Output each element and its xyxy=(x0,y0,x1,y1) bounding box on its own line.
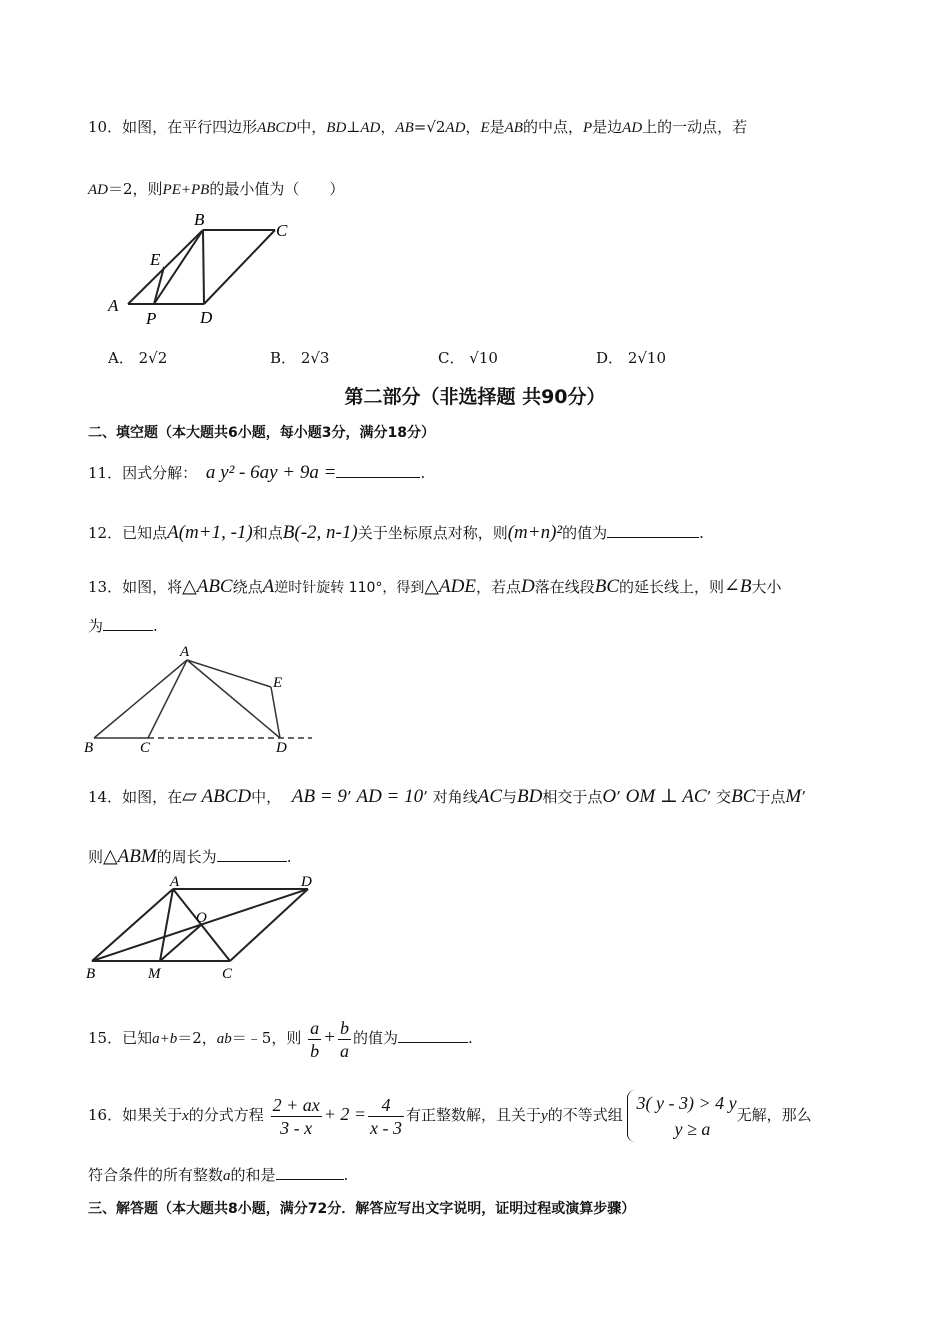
q10-edge-cd xyxy=(204,230,275,304)
q14-label-m: M xyxy=(148,966,161,982)
q13-edge-ed xyxy=(271,687,280,738)
q15-answer-blank[interactable] xyxy=(398,1028,468,1043)
q16-fraction-2: $\frac{4}{x - 3}$ xyxy=(370,1094,402,1138)
q13-edge-ae xyxy=(187,660,271,687)
q12-answer-blank[interactable] xyxy=(607,523,699,538)
q16-inequality-system: 3( y - 3) > 4 y y ≥ a xyxy=(627,1090,736,1142)
q14-label-b: B xyxy=(86,966,96,982)
part2-title: 第二部分（非选择题 共90分） xyxy=(344,386,606,408)
q11-answer-blank[interactable] xyxy=(336,463,420,478)
q10-label-p: P xyxy=(146,309,157,328)
section3-heading: 三、解答题（本大题共8小题，满分72分．解答应写出文字说明，证明过程或演算步骤） xyxy=(88,1201,636,1217)
q16-line2: 符合条件的所有整数a的和是 . xyxy=(88,1166,349,1184)
q14-label-c: C xyxy=(222,966,233,982)
q10-label-d: D xyxy=(200,308,213,327)
q15-fraction-b-over-a: $\frac{b}{a}$ xyxy=(339,1017,349,1061)
q13-figure xyxy=(80,640,320,758)
section2-heading: 二、填空题（本大题共6小题，每小题3分，满分18分） xyxy=(88,425,435,441)
q14-edge-ba xyxy=(92,889,173,961)
q10-option-b[interactable]: B． 2√3 xyxy=(270,349,330,367)
q13-label-d: D xyxy=(276,740,287,756)
q10-label-a: A xyxy=(108,296,119,315)
q14-label-o: O xyxy=(196,910,207,926)
q14-label-a: A xyxy=(170,875,180,890)
q13-label-c: C xyxy=(140,740,151,756)
q16-line1: 16．如果关于x的分式方程 $\frac{2 + ax}{3 - x}$ + 2 = $\frac{4}{x - 3}$ 有正整数解，且关于y的不等式组 3( y - 3) > 4 y y ≥ a 无解，那么 xyxy=(88,1088,812,1142)
q10-option-a[interactable]: A． 2√2 xyxy=(108,349,168,367)
q10-edge-ab xyxy=(128,230,203,304)
q13-answer-blank[interactable] xyxy=(103,616,153,631)
q14-figure xyxy=(80,875,320,983)
q14-label-d: D xyxy=(301,875,312,890)
q15: 15．已知a+b＝2，ab＝﹣5，则 $\frac{a}{b}$ + $\frac{b}{a}$ 的值为 . xyxy=(88,1017,473,1061)
q15-fraction-a-over-b: $\frac{a}{b}$ xyxy=(310,1017,320,1061)
q13-label-e: E xyxy=(273,675,283,691)
q13-label-a: A xyxy=(180,644,190,660)
q10-figure xyxy=(100,205,300,330)
q10-option-c[interactable]: C． √10 xyxy=(438,349,498,367)
q10-option-d[interactable]: D． 2√10 xyxy=(596,349,667,367)
q10-edge-pb xyxy=(154,230,203,304)
q13-line2: 为 . xyxy=(88,617,158,635)
q13-edge-ac xyxy=(148,660,187,738)
q13-line1: 13．如图，将△ABC绕点A逆时针旋转 110°，得到△ADE，若点D落在线段BC的延长线上，则∠B大小 xyxy=(88,576,782,597)
q10-line1: 10．如图，在平行四边形ABCD中，BD⊥AD，AB=√2AD，E是AB的中点，P是边AD上的一动点，若 xyxy=(88,118,748,136)
q10-edge-bd xyxy=(203,230,204,304)
q13-label-b: B xyxy=(84,740,94,756)
q14-line1: 14．如图，在▱ ABCD中， AB = 9’ AD = 10’ 对角线AC与BD相交于点O’ OM ⊥ AC’ 交BC于点M’ xyxy=(88,786,806,807)
q10-line2: AD＝2，则PE+PB的最小值为（ ） xyxy=(88,180,345,198)
q14-answer-blank[interactable] xyxy=(217,847,287,862)
q10-label-b: B xyxy=(194,210,205,229)
q14-line2: 则△ABM的周长为 . xyxy=(88,846,292,867)
q14-edge-dc xyxy=(230,889,308,961)
q11: 11．因式分解： a y² - 6ay + 9a = . xyxy=(88,462,426,483)
q13-edge-ad xyxy=(187,660,283,738)
q13-edge-ab xyxy=(94,660,187,738)
q12: 12．已知点A(m+1, -1)和点B(-2, n-1)关于坐标原点对称，则(m+n)²的值为 . xyxy=(88,522,704,543)
q10-label-e: E xyxy=(150,250,161,269)
q16-answer-blank[interactable] xyxy=(276,1165,344,1180)
q10-label-c: C xyxy=(276,221,288,240)
q16-fraction-1: $\frac{2 + ax}{3 - x}$ xyxy=(272,1094,320,1138)
